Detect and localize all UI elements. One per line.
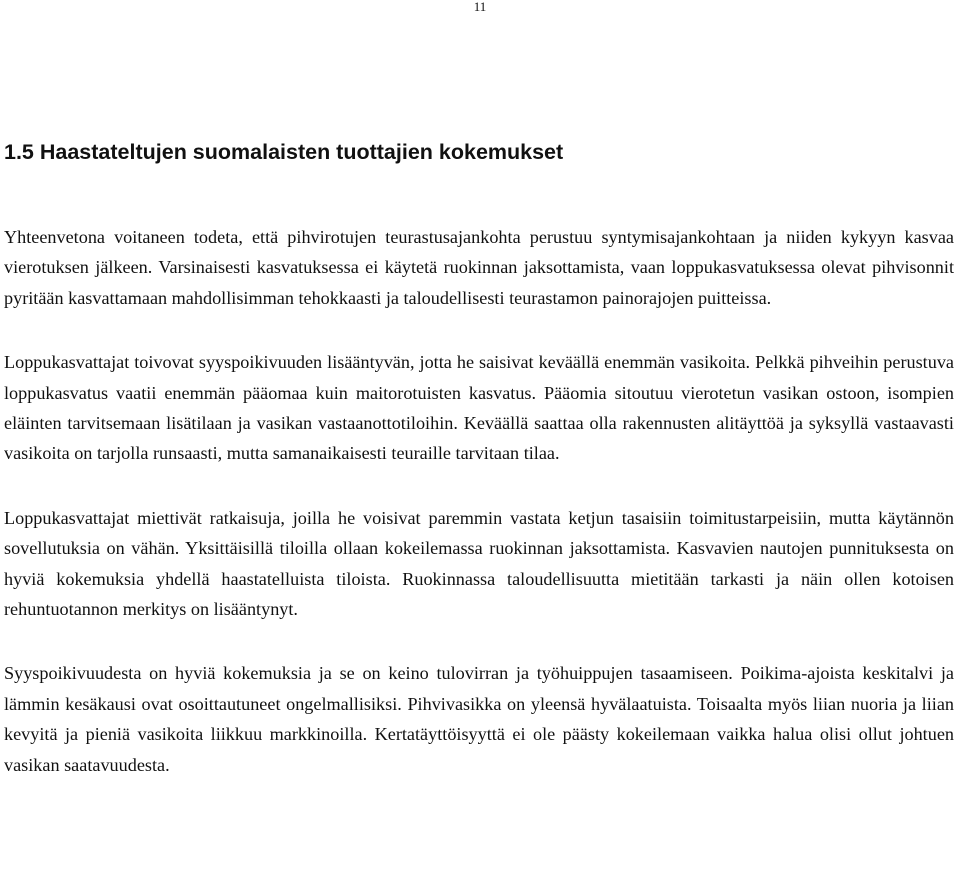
section-heading: 1.5 Haastateltujen suomalaisten tuottajien kokemukset — [4, 140, 564, 164]
paragraph-solutions: Loppukasvattajat miettivät ratkaisuja, joilla he voisivat paremmin vastata ketjun tasaisiin toimitustarpeisiin, mutta käytännön sovellutuksia on vähän. Yksittäisillä tiloilla ollaan kokeilemassa ruokinnan jaksottamista. Kasvavien nautojen punnituksesta on hyviä kokemuksia yhdellä haastatelluista tiloista. Ruokinnassa taloudellisuutta mietitään tarkasti ja näin ollen kotoisen rehuntuotannon merkitys on lisääntynyt. — [4, 507, 954, 620]
page-number: 11 — [473, 0, 487, 14]
body-text — [4, 222, 954, 780]
paragraph-autumn-calving: Syyspoikivuudesta on hyviä kokemuksia ja se on keino tulovirran ja työhuippujen tasaamiseen. Poikima-ajoista keskitalvi ja lämmin kesäkausi ovat osoittautuneet ongelmallisiksi. Pihvivasikka on yleensä hyvälaatuista. Toisaalta myös liian nuoria ja liian kevyitä ja pieniä vasikoita liikkuu markkinoilla. Kertatäyttöisyyttä ei ole päästy kokeilemaan vaikka halua olisi ollut johtuen vasikan saatavuudesta. — [4, 663, 954, 775]
paragraph-summary: Yhteenvetona voitaneen todeta, että pihvirotujen teurastusajankohta perustuu syntymisajankohtaan ja niiden kykyyn kasvaa vierotuksen jälkeen. Varsinaisesti kasvatuksessa ei käytetä ruokinnan jaksottamista, vaan loppukasvatuksessa olevat pihvisonnit pyritään kasvattamaan mahdollisimman tehokkaasti ja taloudellisesti teurastamon painorajojen puitteissa. — [4, 227, 954, 308]
paragraph-finishers-wishes: Loppukasvattajat toivovat syyspoikivuuden lisääntyvän, jotta he saisivat keväällä enemmän vasikoita. Pelkkä pihveihin perustuva loppukasvatus vaatii enemmän pääomaa kuin maitorotuisten kasvatus. Pääomia sitoutuu vierotetun vasikan ostoon, isompien eläinten tarvitsemaan lisätilaan ja vasikan vastaanottotiloihin. Keväällä saattaa olla rakennusten alitäyttöä ja syksyllä vastaavasti vasikoita on tarjolla runsaasti, mutta samanaikaisesti teuraille tarvitaan tilaa. — [4, 352, 954, 464]
